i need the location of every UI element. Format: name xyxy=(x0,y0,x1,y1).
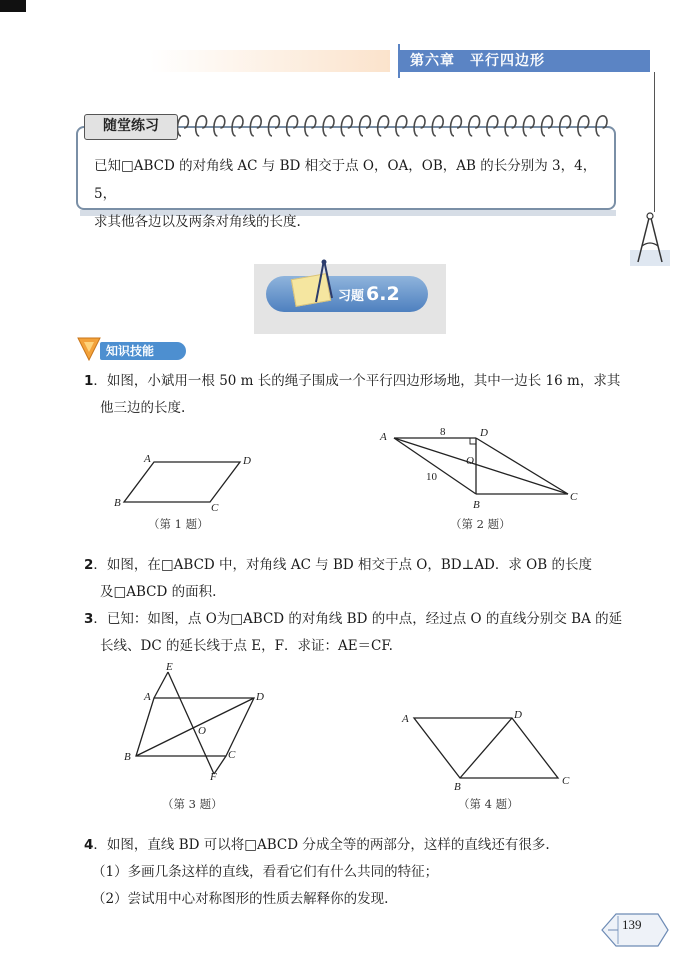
parallelogram-abcd xyxy=(124,462,240,502)
spiral-ring xyxy=(177,116,188,136)
spiral-ring xyxy=(359,116,370,136)
vertex-label: O xyxy=(466,455,474,467)
figure-4 xyxy=(398,704,584,794)
vertex-label: O xyxy=(198,725,206,737)
exercise-title xyxy=(338,283,400,305)
practice-text xyxy=(94,152,604,236)
vertex-label: A xyxy=(144,453,151,465)
exercise-prefix: 习题 xyxy=(338,289,365,304)
spiral-ring xyxy=(196,116,207,136)
compass-icon xyxy=(628,210,672,270)
spiral-ring xyxy=(432,116,443,136)
question-text: 他三边的长度. xyxy=(100,400,186,416)
practice-tab: 随堂练习 xyxy=(84,114,178,140)
practice-text-line: 已知□ABCD 的对角线 AC 与 BD 相交于点 O，OA，OB，AB 的长分别为 3，4，5， xyxy=(94,158,597,202)
question-4 xyxy=(84,832,644,913)
spiral-ring xyxy=(578,116,589,136)
figure-caption: （第 1 题） xyxy=(148,517,209,531)
vertex-label: A xyxy=(144,691,151,703)
compass-small-icon xyxy=(312,258,336,306)
spiral-ring xyxy=(560,116,571,136)
exercise-number: 6.2 xyxy=(366,283,400,305)
spiral-ring xyxy=(541,116,552,136)
spiral-ring xyxy=(287,116,298,136)
spiral-ring xyxy=(323,116,334,136)
triangle-icon xyxy=(76,334,102,362)
vertex-label: D xyxy=(243,455,251,467)
question-1 xyxy=(84,368,644,422)
figure-3 xyxy=(118,660,278,783)
vertex-label: B xyxy=(114,497,121,509)
vertex-label: B xyxy=(473,499,480,511)
spiral-rings-decoration xyxy=(175,110,615,140)
vertex-label: F xyxy=(210,771,217,783)
question-number: 2 xyxy=(84,557,94,573)
length-label: 10 xyxy=(426,471,437,483)
question-subitem: （2）尝试用中心对称图形的性质去解释你的发现. xyxy=(92,891,389,907)
spiral-ring xyxy=(596,116,607,136)
vertex-label: B xyxy=(454,781,461,793)
question-text: 及□ABCD 的面积. xyxy=(100,584,217,600)
question-3 xyxy=(84,606,644,660)
spiral-ring xyxy=(450,116,461,136)
spiral-ring xyxy=(268,116,279,136)
vertex-label: E xyxy=(166,661,173,673)
figure-caption: （第 4 题） xyxy=(458,797,519,811)
vertex-label: D xyxy=(514,709,522,721)
spiral-ring xyxy=(232,116,243,136)
spiral-ring xyxy=(505,116,516,136)
spiral-ring xyxy=(469,116,480,136)
question-text: 长线、DC 的延长线于点 E，F．求证：AE＝CF. xyxy=(100,638,393,654)
section-badge: 知识技能 xyxy=(100,342,186,360)
question-text: ．已知：如图，点 O为□ABCD 的对角线 BD 的中点，经过点 O 的直线分别交 BA 的延 xyxy=(93,611,623,627)
page-number: 139 xyxy=(622,917,642,932)
vertex-label: B xyxy=(124,751,131,763)
vertex-label: A xyxy=(380,431,387,443)
question-subitem: （1）多画几条这样的直线，看看它们有什么共同的特征； xyxy=(92,864,439,880)
length-label: 8 xyxy=(440,426,446,438)
question-text: ．如图，在□ABCD 中，对角线 AC 与 BD 相交于点 O，BD⊥AD．求 OB 的长度 xyxy=(93,557,592,573)
spiral-ring xyxy=(305,116,316,136)
figure-caption: （第 3 题） xyxy=(162,797,223,811)
vertex-label: C xyxy=(211,502,219,514)
vertex-label: C xyxy=(570,491,578,503)
spiral-ring xyxy=(396,116,407,136)
question-number: 3 xyxy=(84,611,94,627)
spiral-ring xyxy=(341,116,352,136)
spiral-ring xyxy=(523,116,534,136)
figure-caption: （第 2 题） xyxy=(450,517,511,531)
spiral-ring xyxy=(250,116,261,136)
figure-1 xyxy=(112,450,262,512)
margin-line xyxy=(654,72,655,212)
question-number: 1 xyxy=(84,373,94,389)
corner-mark xyxy=(0,0,26,12)
spiral-ring xyxy=(214,116,225,136)
vertex-label: C xyxy=(562,775,570,787)
chapter-header: 第六章 平行四边形 xyxy=(400,50,650,72)
vertex-label: A xyxy=(402,713,409,725)
spiral-ring xyxy=(414,116,425,136)
practice-text-line: 求其他各边以及两条对角线的长度. xyxy=(94,214,301,230)
spiral-ring xyxy=(487,116,498,136)
figure-2 xyxy=(376,426,586,512)
spiral-ring xyxy=(378,116,389,136)
vertex-label: D xyxy=(256,691,264,703)
question-2 xyxy=(84,552,644,606)
question-text: ．如图，直线 BD 可以将□ABCD 分成全等的两部分，这样的直线还有很多. xyxy=(93,837,550,853)
question-text: ．如图，小斌用一根 50 m 长的绳子围成一个平行四边形场地，其中一边长 16 m，求其 xyxy=(93,373,621,389)
question-number: 4 xyxy=(84,837,94,853)
vertex-label: D xyxy=(480,427,488,439)
header-decoration xyxy=(150,50,390,72)
vertex-label: C xyxy=(228,749,236,761)
